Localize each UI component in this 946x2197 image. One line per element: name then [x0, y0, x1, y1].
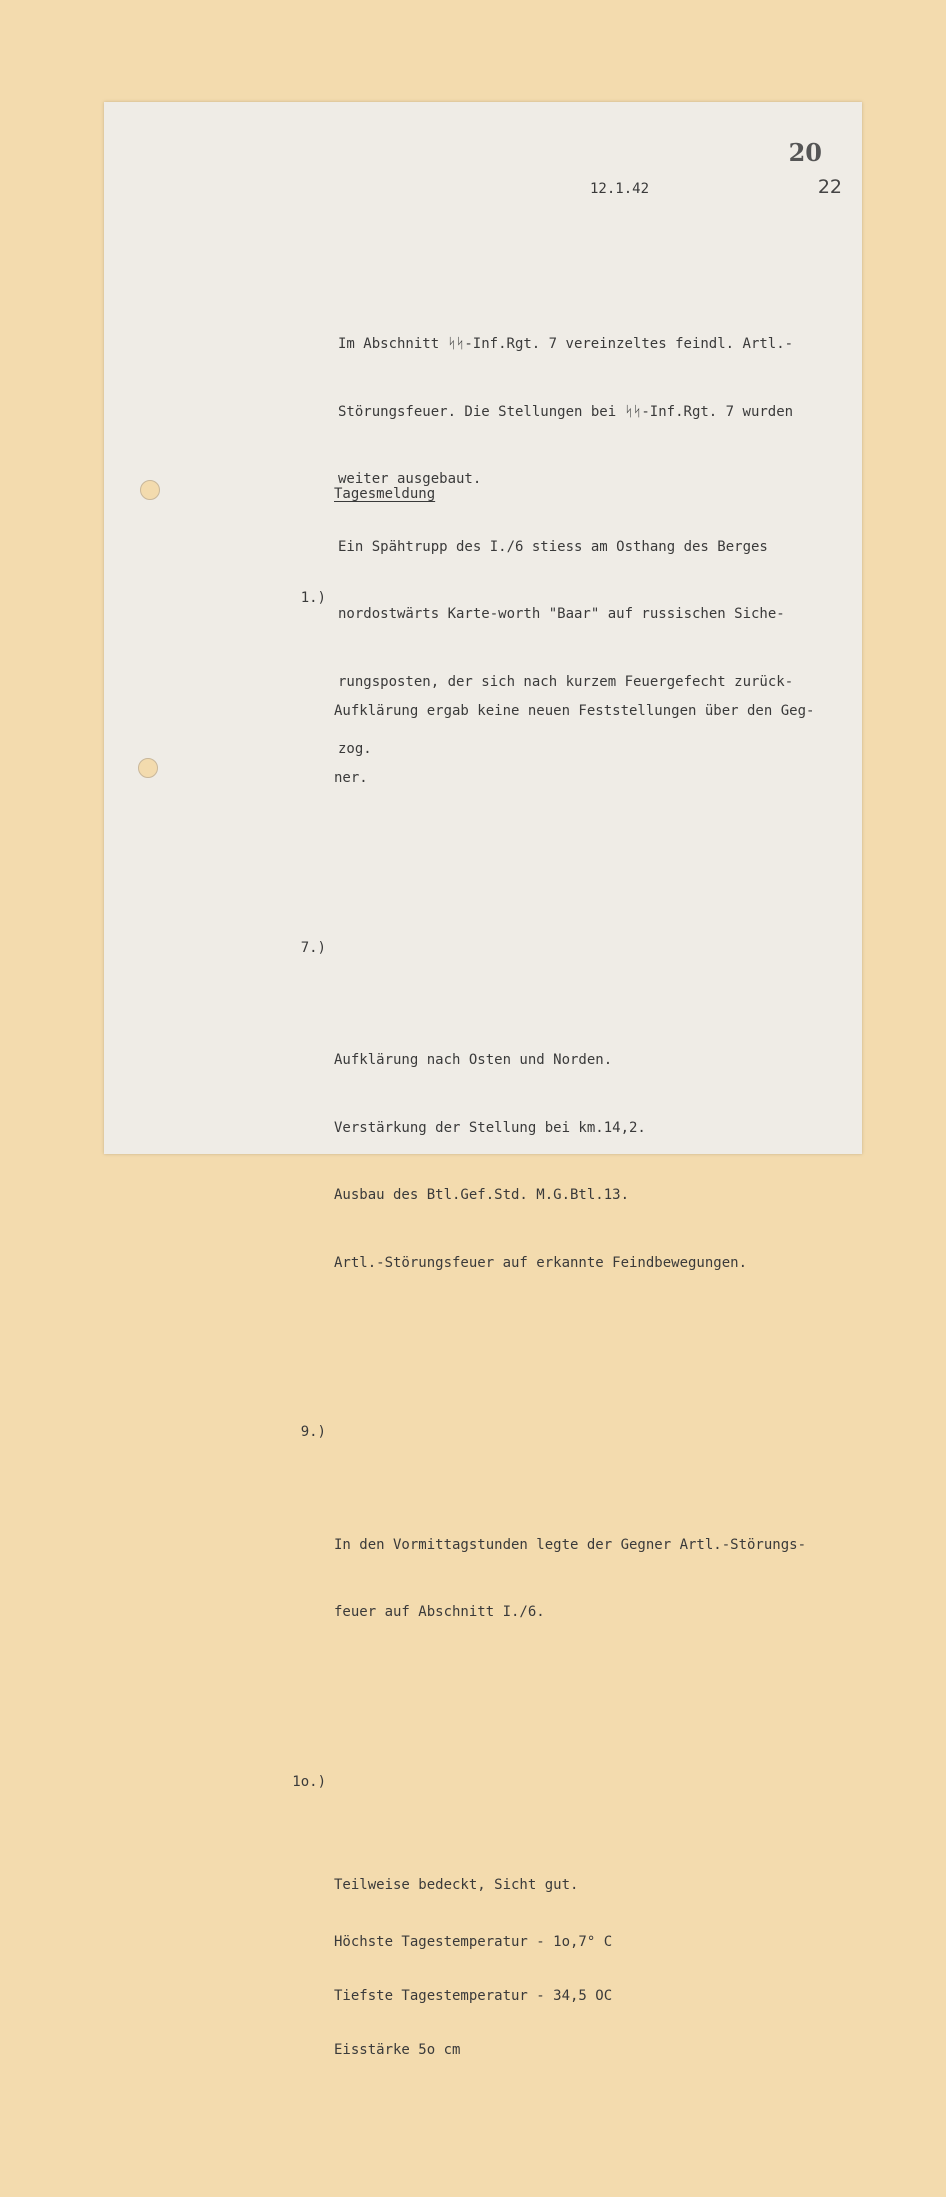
intro-line: nordostwärts Karte-worth "Baar" auf russischen Siche- — [338, 606, 785, 622]
item-number: 1o.) — [292, 1773, 326, 1790]
intro-line: Störungsfeuer. Die Stellungen bei ᛋᛋ-Inf.Rgt. 7 wurden — [338, 403, 794, 420]
item-line: Tiefste Tagestemperatur - 34,5 OC — [334, 1987, 613, 2004]
handwritten-page-number: 20 — [788, 138, 822, 167]
item-line: Aufklärung ergab keine neuen Feststellungen über den Geg- — [334, 702, 815, 719]
item-line: Höchste Tagestemperatur - 1o,7° C — [334, 1933, 613, 1950]
item-line: Aufklärung nach Osten und Norden. — [334, 1052, 613, 1068]
report-item — [282, 587, 852, 880]
item-number: 7.) — [300, 939, 326, 956]
typed-page-number: 22 — [817, 176, 842, 198]
item-line: Artl.-Störungsfeuer auf erkannte Feindbewegungen. — [334, 1254, 748, 1271]
item-line: Teilweise bedeckt, Sicht gut. — [334, 1877, 579, 1893]
intro-line: weiter ausgebaut. — [338, 471, 482, 487]
item-line: Verstärkung der Stellung bei km.14,2. — [334, 1119, 646, 1136]
report-item — [282, 937, 852, 1365]
item-number: 9.) — [300, 1424, 326, 1440]
report-item — [282, 1771, 852, 2140]
section-heading: Tagesmeldung — [334, 486, 436, 502]
report-item — [282, 1421, 852, 1714]
intro-line: zog. — [338, 741, 372, 757]
intro-line: Ein Spähtrupp des I./6 stiess am Osthang des Berges — [338, 538, 768, 555]
item-line: Ausbau des Btl.Gef.Std. M.G.Btl.13. — [334, 1187, 630, 1203]
report-date: 12.1.42 — [590, 181, 650, 197]
document-page — [104, 102, 862, 2058]
item-line: feuer auf Abschnitt I./6. — [334, 1604, 545, 1620]
item-line: ner. — [334, 770, 368, 786]
report-items — [282, 542, 852, 2197]
item-line: Eisstärke 5o cm — [334, 2041, 461, 2058]
punch-hole-bottom — [138, 758, 158, 778]
intro-line: rungsposten, der sich nach kurzem Feuergefecht zurück- — [338, 673, 794, 690]
item-line: In den Vormittagstunden legte der Gegner Artl.-Störungs- — [334, 1536, 807, 1553]
item-number: 1.) — [300, 590, 326, 606]
intro-line: Im Abschnitt ᛋᛋ-Inf.Rgt. 7 vereinzeltes feindl. Artl.- — [338, 336, 794, 352]
punch-hole-top — [140, 480, 160, 500]
